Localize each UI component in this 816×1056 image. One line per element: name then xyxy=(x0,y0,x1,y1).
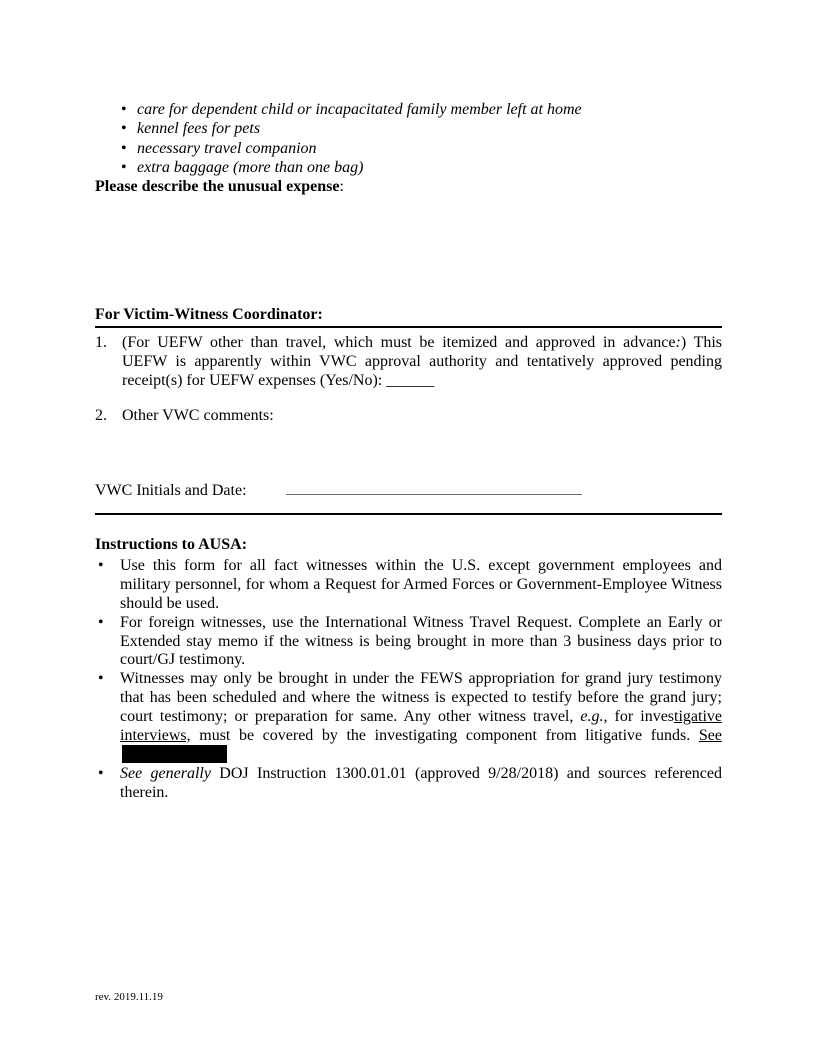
instructions-list xyxy=(95,557,722,802)
section-divider xyxy=(95,513,722,515)
bullet-icon: • xyxy=(121,139,127,157)
text-segment: : xyxy=(339,177,344,195)
revision-stamp: rev. 2019.11.19 xyxy=(95,991,163,1003)
item-body xyxy=(122,334,722,390)
item-number: 1. xyxy=(95,334,107,352)
bullet-icon: • xyxy=(121,120,127,138)
list-item xyxy=(95,100,722,119)
item-body xyxy=(122,407,722,426)
text-segment: : xyxy=(675,334,681,352)
text-segment: See xyxy=(698,726,722,744)
instruction-text xyxy=(120,670,722,763)
instruction-text xyxy=(120,765,722,801)
instruction-item xyxy=(95,557,722,613)
text-segment: must be covered by the investigating component from litigative funds. xyxy=(190,726,699,744)
item-number: 2. xyxy=(95,406,107,424)
list-item-text: necessary travel companion xyxy=(137,139,317,157)
bullet-icon: • xyxy=(98,670,104,688)
text-segment: Witnesses may only be brought in under the FEWS appropriation for grand jury testimony that has been scheduled and where the witness is expected to testify before the grand jury; court testimony; or preparation for same. Any other witness travel, xyxy=(120,670,722,725)
list-item xyxy=(95,139,722,158)
text-segment: Other VWC comments: xyxy=(122,406,274,424)
redaction-box xyxy=(122,745,227,763)
text-segment: ______ xyxy=(386,372,435,390)
vwc-initials-blank xyxy=(286,479,582,495)
text-segment: For foreign witnesses, use the International Witness Travel Request. Complete an Early or Extended stay memo if the witness is being brought in more than 3 business days prior to court/GJ testimony. xyxy=(120,613,722,669)
instruction-text xyxy=(120,557,722,612)
instruction-text xyxy=(120,614,722,669)
text-segment: (For UEFW other than travel, which must be itemized and approved in advance xyxy=(122,334,676,352)
bullet-icon: • xyxy=(98,765,104,783)
list-item-text: kennel fees for pets xyxy=(137,120,261,138)
vwc-numbered-list xyxy=(95,334,722,425)
bullet-icon: • xyxy=(98,613,104,631)
vwc-section-heading: For Victim-Witness Coordinator: xyxy=(95,306,722,328)
bullet-icon: • xyxy=(98,557,104,575)
instruction-item xyxy=(95,765,722,803)
text-segment: Use this form for all fact witnesses within the U.S. except government employees and military personnel, for whom a Request for Armed Forces or Government-Employee Witness should be used. xyxy=(120,557,722,612)
list-item xyxy=(95,158,722,177)
text-segment: DOJ Instruction 1300.01.01 (approved 9/28/2018) and sources referenced therein. xyxy=(120,765,723,801)
unusual-expense-list xyxy=(95,100,722,178)
text-segment: e.g. xyxy=(580,707,604,725)
vwc-item-1 xyxy=(95,334,722,390)
instruction-item xyxy=(95,614,722,670)
vwc-item-2 xyxy=(95,407,722,426)
text-segment: , for inves xyxy=(603,707,675,725)
instruction-item xyxy=(95,670,722,765)
list-item-text: care for dependent child or incapacitated family member left at home xyxy=(137,101,582,118)
list-item xyxy=(95,119,722,138)
bullet-icon: • xyxy=(121,159,127,177)
text-segment: tigative interviews, xyxy=(120,707,723,744)
instructions-heading: Instructions to AUSA: xyxy=(95,536,248,554)
vwc-initials-row xyxy=(95,479,722,501)
vwc-initials-label: VWC Initials and Date: xyxy=(95,481,247,499)
list-item-text: extra baggage (more than one bag) xyxy=(137,159,364,177)
bullet-icon: • xyxy=(121,101,127,118)
expense-response-area xyxy=(95,196,722,306)
text-segment: ) This UEFW is apparently within VWC approval authority and tentatively approved pending receipt(s) for UEFW expenses (Yes/No): xyxy=(122,334,723,390)
text-segment: See generally xyxy=(120,765,211,783)
text-segment: Please describe the unusual expense xyxy=(95,177,340,195)
describe-expense-label xyxy=(95,178,722,197)
